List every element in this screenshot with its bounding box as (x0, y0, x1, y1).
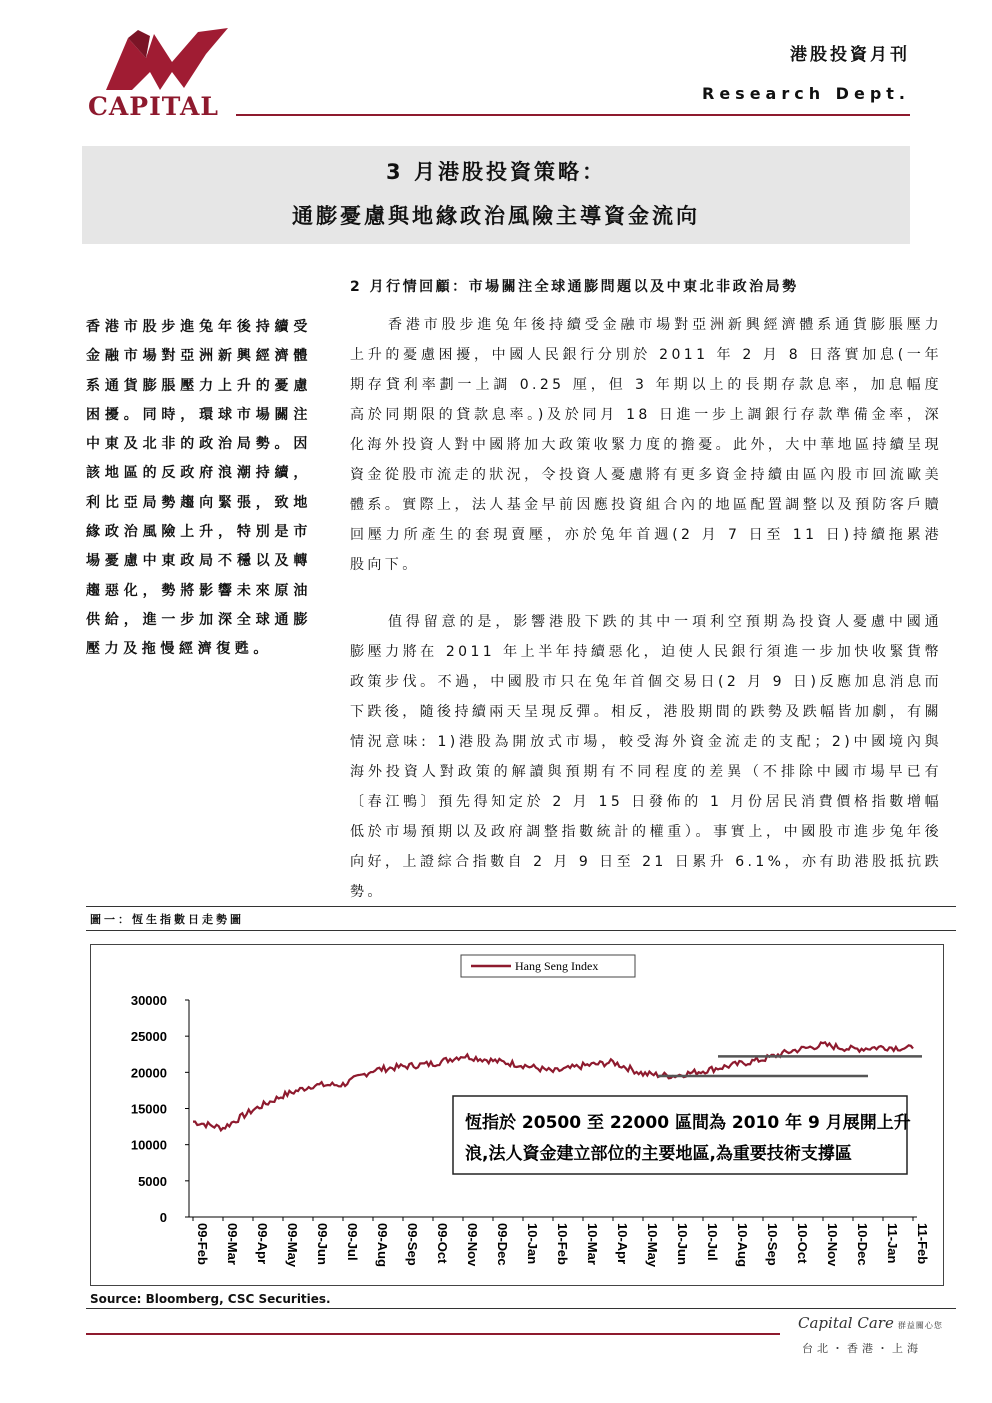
x-tick-label: 10-Nov (825, 1223, 840, 1267)
footer-brand (798, 1314, 943, 1332)
x-tick-label: 10-May (645, 1223, 660, 1268)
chart-frame (90, 944, 944, 1286)
eagle-logo-icon (88, 28, 238, 98)
report-title-line2: 通膨憂慮與地緣政治風險主導資金流向 (292, 204, 700, 228)
annotation-line-1: 恆指於 20500 至 22000 區間為 2010 年 9 月展開上升 (465, 1113, 911, 1133)
figure-divider-top (86, 906, 956, 907)
x-tick-label: 11-Feb (915, 1223, 930, 1265)
x-tick-label: 10-Oct (795, 1223, 810, 1264)
report-title-line1: 3 月港股投資策略： (386, 160, 606, 184)
hang-seng-chart (91, 945, 943, 1285)
y-tick-label: 15000 (130, 1101, 167, 1117)
y-tick-label: 20000 (130, 1065, 167, 1081)
body-paragraph-1: 香港市股步進兔年後持續受金融市場對亞洲新興經濟體系通貨膨脹壓力上升的憂慮困擾，中國人民銀行分別於 2011 年 2 月 8 日落實加息(一年期存貸利率劃一上調 0.25 厘，但 3 年期以上的長期存款息率，加息幅度高於同期限的貸款息率。)及於同月 18 日進一步上調銀行存款準備金率，深化海外投資人對中國將加大政策收緊力度的擔憂。此外，大中華地區持續呈現資金從股市流走的狀況，令投資人憂慮將有更多資金持續由區內股市回流歐美體系。實際上，法人基金早前因應投資組合內的地區配置調整以及預防客戶贖回壓力所產生的套現賣壓，亦於兔年首週(2 月 7 日至 11 日)持續拖累港股向下。 (350, 317, 942, 573)
x-tick-label: 09-Feb (195, 1223, 210, 1265)
y-tick-label: 30000 (130, 993, 167, 1008)
sidebar-summary: 香港市股步進兔年後持續受金融市場對亞洲新興經濟體系通貨膨脹壓力上升的憂慮困擾。同時，環球市場關注中東及北非的政治局勢。因該地區的反政府浪潮持續，利比亞局勢趨向緊張，致地緣政治風險上升，特別是市場憂慮中東政局不穩以及轉趨惡化，勢將影響未來原油供給，進一步加深全球通膨壓力及拖慢經濟復甦。 (86, 319, 312, 658)
x-tick-label: 10-Sep (765, 1223, 780, 1266)
footer-cities: 台北・香港・上海 (802, 1342, 922, 1355)
y-tick-label: 10000 (130, 1137, 167, 1153)
annotation-line-2: 浪,法人資金建立部位的主要地區,為重要技術支撐區 (465, 1144, 852, 1164)
source-divider (86, 1308, 956, 1309)
report-title-box (82, 146, 910, 244)
section-heading: 2 月行情回顧：市場關注全球通膨問題以及中東北非政治局勢 (350, 279, 799, 295)
x-tick-label: 09-Dec (495, 1223, 510, 1266)
x-tick-label: 10-Apr (615, 1223, 630, 1265)
x-tick-label: 10-Jan (525, 1223, 540, 1265)
y-tick-label: 25000 (130, 1029, 167, 1045)
x-tick-label: 10-Dec (855, 1223, 870, 1266)
x-tick-label: 10-Aug (735, 1223, 750, 1268)
footer-brand-cn: 群益關心您 (897, 1321, 943, 1330)
publication-title: 港股投資月刊 (790, 45, 910, 65)
header-divider (236, 114, 910, 116)
x-tick-label: 09-Mar (225, 1223, 240, 1265)
x-tick-label: 09-Jun (315, 1223, 330, 1265)
x-tick-label: 10-Mar (585, 1223, 600, 1265)
legend-label: Hang Seng Index (515, 959, 599, 973)
x-tick-label: 09-Apr (255, 1223, 270, 1265)
x-tick-label: 09-Oct (435, 1223, 450, 1264)
figure-title: 圖一：恆生指數日走勢圖 (90, 913, 244, 926)
figure-source: Source: Bloomberg, CSC Securities. (90, 1292, 331, 1306)
x-tick-label: 10-Jul (705, 1223, 720, 1261)
footer-brand-name: Capital Care (798, 1314, 894, 1332)
logo-wordmark: CAPITAL (88, 92, 219, 121)
x-tick-label: 09-Jul (345, 1223, 360, 1261)
x-tick-label: 10-Feb (555, 1223, 570, 1265)
department-label: Research Dept. (702, 84, 910, 103)
x-tick-label: 11-Jan (885, 1223, 900, 1264)
footer-divider (86, 1333, 780, 1335)
body-paragraph-2: 值得留意的是，影響港股下跌的其中一項利空預期為投資人憂慮中國通膨壓力將在 2011 年上半年持續惡化，迫使人民銀行須進一步加快收緊貨幣政策步伐。不過，中國股市只在兔年首個交易日(2 月 9 日)反應加息消息而下跌後，隨後持續兩天呈現反彈。相反，港股期間的跌勢及跌幅皆加劇，有關情況意味: 1)港股為開放式市場，較受海外資金流走的支配；2)中國境內與海外投資人對政策的解讀與預期有不同程度的差異（不排除中國市場早已有〔春江鴨〕預先得知定於 2 月 15 日發佈的 1 月份居民消費價格指數增幅低於市場預期以及政府調整指數統計的權重）。事實上，中國股市進步兔年後向好，上證綜合指數自 2 月 9 日至 21 日累升 6.1%，亦有助港股抵抗跌勢。 (350, 614, 942, 900)
x-tick-label: 10-Jun (675, 1223, 690, 1265)
figure-divider-sub (86, 930, 956, 931)
x-tick-label: 09-Aug (375, 1223, 390, 1268)
x-tick-label: 09-May (285, 1223, 300, 1268)
x-tick-label: 09-Nov (465, 1223, 480, 1267)
y-tick-label: 0 (159, 1210, 167, 1225)
x-tick-label: 09-Sep (405, 1223, 420, 1266)
y-tick-label: 5000 (138, 1173, 167, 1189)
